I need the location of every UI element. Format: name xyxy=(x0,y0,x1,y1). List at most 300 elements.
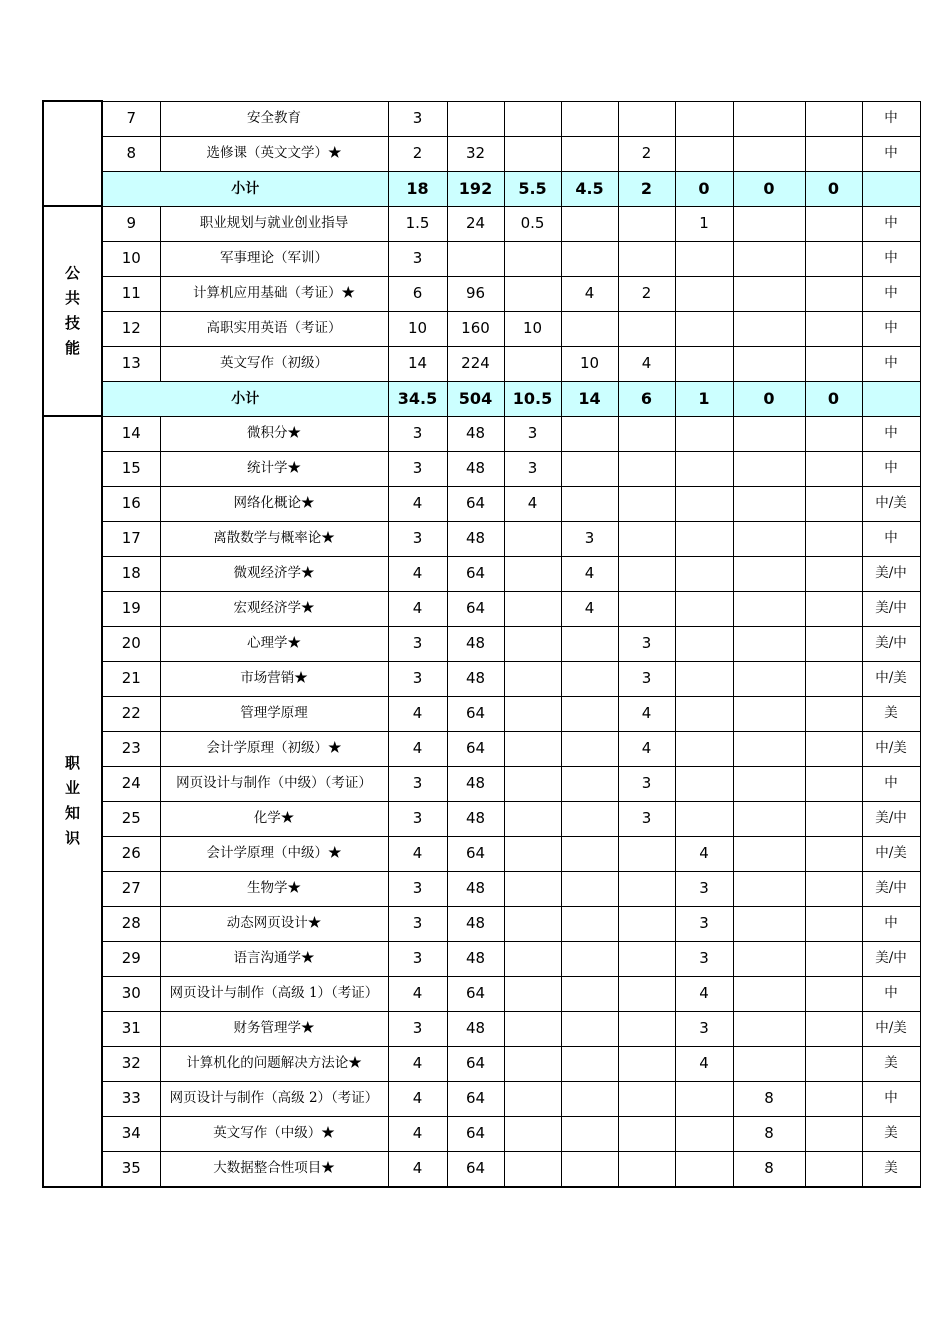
hours-cell: 64 xyxy=(447,696,504,731)
course-name-cell: 网络化概论★ xyxy=(160,486,388,521)
row-number-cell: 13 xyxy=(102,346,160,381)
semester-4-cell: 3 xyxy=(675,906,733,941)
subtotal-semester-1-cell: 5.5 xyxy=(504,171,561,206)
semester-6-cell xyxy=(805,101,862,136)
row-number-cell: 35 xyxy=(102,1151,160,1187)
semester-1-cell xyxy=(504,1046,561,1081)
semester-5-cell xyxy=(733,241,805,276)
semester-1-cell xyxy=(504,661,561,696)
credits-cell: 3 xyxy=(388,906,447,941)
semester-4-cell xyxy=(675,1151,733,1187)
credits-cell: 6 xyxy=(388,276,447,311)
semester-4-cell xyxy=(675,731,733,766)
semester-2-cell xyxy=(561,101,618,136)
semester-3-cell xyxy=(618,101,675,136)
table-row xyxy=(43,766,920,801)
group-label: 公共技能 xyxy=(64,264,80,357)
semester-1-cell xyxy=(504,241,561,276)
semester-4-cell: 1 xyxy=(675,206,733,241)
table-row xyxy=(43,451,920,486)
semester-5-cell xyxy=(733,661,805,696)
table-row xyxy=(43,871,920,906)
teaching-language-cell: 中 xyxy=(862,906,920,941)
semester-3-cell xyxy=(618,906,675,941)
semester-4-cell xyxy=(675,801,733,836)
course-name-cell: 网页设计与制作（高级 2）（考证） xyxy=(160,1081,388,1116)
semester-2-cell: 4 xyxy=(561,591,618,626)
semester-5-cell: 8 xyxy=(733,1081,805,1116)
subtotal-language-cell xyxy=(862,171,920,206)
semester-1-cell xyxy=(504,136,561,171)
semester-4-cell xyxy=(675,591,733,626)
semester-6-cell xyxy=(805,311,862,346)
semester-3-cell xyxy=(618,1011,675,1046)
semester-1-cell xyxy=(504,101,561,136)
semester-6-cell xyxy=(805,206,862,241)
table-row xyxy=(43,801,920,836)
semester-2-cell xyxy=(561,836,618,871)
credits-cell: 3 xyxy=(388,941,447,976)
semester-3-cell xyxy=(618,1151,675,1187)
semester-4-cell xyxy=(675,486,733,521)
semester-3-cell xyxy=(618,311,675,346)
row-number-cell: 8 xyxy=(102,136,160,171)
semester-5-cell xyxy=(733,836,805,871)
semester-6-cell xyxy=(805,1116,862,1151)
hours-cell: 96 xyxy=(447,276,504,311)
hours-cell: 48 xyxy=(447,451,504,486)
semester-1-cell xyxy=(504,1081,561,1116)
semester-5-cell xyxy=(733,801,805,836)
teaching-language-cell: 中/美 xyxy=(862,486,920,521)
credits-cell: 3 xyxy=(388,241,447,276)
course-name-cell: 会计学原理（中级）★ xyxy=(160,836,388,871)
row-number-cell: 26 xyxy=(102,836,160,871)
row-number-cell: 23 xyxy=(102,731,160,766)
semester-6-cell xyxy=(805,661,862,696)
subtotal-semester-5-cell: 0 xyxy=(733,171,805,206)
credits-cell: 4 xyxy=(388,1046,447,1081)
semester-3-cell xyxy=(618,241,675,276)
semester-3-cell xyxy=(618,1081,675,1116)
semester-5-cell xyxy=(733,101,805,136)
teaching-language-cell: 美/中 xyxy=(862,556,920,591)
semester-6-cell xyxy=(805,591,862,626)
teaching-language-cell: 中 xyxy=(862,521,920,556)
semester-3-cell: 4 xyxy=(618,731,675,766)
semester-3-cell: 4 xyxy=(618,346,675,381)
semester-5-cell xyxy=(733,556,805,591)
table-row xyxy=(43,521,920,556)
teaching-language-cell: 美 xyxy=(862,696,920,731)
semester-3-cell: 3 xyxy=(618,766,675,801)
hours-cell: 64 xyxy=(447,1046,504,1081)
table-row xyxy=(43,941,920,976)
semester-1-cell: 3 xyxy=(504,416,561,451)
teaching-language-cell: 美/中 xyxy=(862,626,920,661)
semester-2-cell xyxy=(561,871,618,906)
semester-6-cell xyxy=(805,1081,862,1116)
semester-3-cell xyxy=(618,556,675,591)
hours-cell xyxy=(447,101,504,136)
semester-4-cell xyxy=(675,311,733,346)
credits-cell: 2 xyxy=(388,136,447,171)
table-row xyxy=(43,241,920,276)
subtotal-semester-3-cell: 6 xyxy=(618,381,675,416)
semester-5-cell xyxy=(733,206,805,241)
course-name-cell: 网页设计与制作（高级 1）（考证） xyxy=(160,976,388,1011)
semester-4-cell xyxy=(675,661,733,696)
row-number-cell: 15 xyxy=(102,451,160,486)
teaching-language-cell: 中 xyxy=(862,311,920,346)
course-plan-table xyxy=(42,100,921,1188)
semester-4-cell xyxy=(675,626,733,661)
semester-4-cell: 3 xyxy=(675,871,733,906)
semester-3-cell: 3 xyxy=(618,626,675,661)
hours-cell: 64 xyxy=(447,731,504,766)
semester-2-cell: 4 xyxy=(561,556,618,591)
semester-2-cell: 4 xyxy=(561,276,618,311)
row-number-cell: 34 xyxy=(102,1116,160,1151)
credits-cell: 10 xyxy=(388,311,447,346)
credits-cell: 3 xyxy=(388,416,447,451)
table-row xyxy=(43,416,920,451)
public-skills-group xyxy=(43,206,102,416)
semester-2-cell xyxy=(561,976,618,1011)
group-label: 职业知识 xyxy=(64,754,80,848)
semester-2-cell xyxy=(561,696,618,731)
professional-knowledge-group xyxy=(43,416,102,1187)
table-row xyxy=(43,731,920,766)
table-row xyxy=(43,1011,920,1046)
credits-cell: 4 xyxy=(388,1116,447,1151)
credits-cell: 3 xyxy=(388,1011,447,1046)
course-name-cell: 计算机化的问题解决方法论★ xyxy=(160,1046,388,1081)
semester-4-cell: 4 xyxy=(675,1046,733,1081)
row-number-cell: 28 xyxy=(102,906,160,941)
hours-cell: 48 xyxy=(447,801,504,836)
semester-5-cell xyxy=(733,1011,805,1046)
semester-1-cell: 4 xyxy=(504,486,561,521)
row-number-cell: 17 xyxy=(102,521,160,556)
semester-4-cell: 3 xyxy=(675,1011,733,1046)
semester-5-cell xyxy=(733,486,805,521)
semester-1-cell xyxy=(504,1116,561,1151)
row-number-cell: 18 xyxy=(102,556,160,591)
course-name-cell: 安全教育 xyxy=(160,101,388,136)
semester-1-cell xyxy=(504,696,561,731)
semester-3-cell xyxy=(618,206,675,241)
semester-6-cell xyxy=(805,276,862,311)
semester-2-cell xyxy=(561,486,618,521)
credits-cell: 3 xyxy=(388,521,447,556)
semester-6-cell xyxy=(805,416,862,451)
teaching-language-cell: 中/美 xyxy=(862,836,920,871)
subtotal-semester-2-cell: 4.5 xyxy=(561,171,618,206)
semester-3-cell xyxy=(618,416,675,451)
semester-1-cell: 3 xyxy=(504,451,561,486)
hours-cell: 64 xyxy=(447,486,504,521)
course-name-cell: 离散数学与概率论★ xyxy=(160,521,388,556)
semester-6-cell xyxy=(805,1011,862,1046)
teaching-language-cell: 中 xyxy=(862,136,920,171)
semester-6-cell xyxy=(805,906,862,941)
semester-2-cell xyxy=(561,941,618,976)
semester-6-cell xyxy=(805,731,862,766)
course-name-cell: 网页设计与制作（中级）（考证） xyxy=(160,766,388,801)
subtotal-row xyxy=(43,381,920,416)
hours-cell: 224 xyxy=(447,346,504,381)
semester-2-cell xyxy=(561,906,618,941)
teaching-language-cell: 中/美 xyxy=(862,1011,920,1046)
semester-5-cell xyxy=(733,906,805,941)
row-number-cell: 33 xyxy=(102,1081,160,1116)
semester-1-cell xyxy=(504,871,561,906)
credits-cell: 4 xyxy=(388,731,447,766)
semester-3-cell: 3 xyxy=(618,801,675,836)
subtotal-hours-cell: 504 xyxy=(447,381,504,416)
semester-1-cell: 10 xyxy=(504,311,561,346)
hours-cell: 64 xyxy=(447,976,504,1011)
hours-cell: 48 xyxy=(447,661,504,696)
semester-1-cell xyxy=(504,731,561,766)
semester-2-cell xyxy=(561,661,618,696)
semester-4-cell xyxy=(675,136,733,171)
row-number-cell: 30 xyxy=(102,976,160,1011)
table-row xyxy=(43,1116,920,1151)
hours-cell: 48 xyxy=(447,766,504,801)
table-row xyxy=(43,696,920,731)
credits-cell: 4 xyxy=(388,556,447,591)
credits-cell: 3 xyxy=(388,626,447,661)
row-number-cell: 20 xyxy=(102,626,160,661)
course-name-cell: 宏观经济学★ xyxy=(160,591,388,626)
table-row xyxy=(43,101,920,136)
row-number-cell: 24 xyxy=(102,766,160,801)
course-name-cell: 高职实用英语（考证） xyxy=(160,311,388,346)
semester-4-cell xyxy=(675,766,733,801)
semester-1-cell xyxy=(504,591,561,626)
teaching-language-cell: 美 xyxy=(862,1116,920,1151)
teaching-language-cell: 中 xyxy=(862,241,920,276)
semester-2-cell: 3 xyxy=(561,521,618,556)
teaching-language-cell: 中 xyxy=(862,206,920,241)
semester-2-cell xyxy=(561,136,618,171)
semester-4-cell xyxy=(675,241,733,276)
credits-cell: 4 xyxy=(388,1081,447,1116)
table-row xyxy=(43,136,920,171)
credits-cell: 4 xyxy=(388,696,447,731)
course-name-cell: 职业规划与就业创业指导 xyxy=(160,206,388,241)
course-name-cell: 语言沟通学★ xyxy=(160,941,388,976)
teaching-language-cell: 美/中 xyxy=(862,871,920,906)
table-row xyxy=(43,1151,920,1187)
semester-5-cell xyxy=(733,696,805,731)
credits-cell: 3 xyxy=(388,871,447,906)
semester-1-cell xyxy=(504,521,561,556)
teaching-language-cell: 美/中 xyxy=(862,591,920,626)
table-row xyxy=(43,1081,920,1116)
semester-5-cell xyxy=(733,346,805,381)
semester-6-cell xyxy=(805,1151,862,1187)
row-number-cell: 32 xyxy=(102,1046,160,1081)
hours-cell: 48 xyxy=(447,521,504,556)
semester-3-cell xyxy=(618,871,675,906)
semester-4-cell xyxy=(675,276,733,311)
credits-cell: 3 xyxy=(388,766,447,801)
semester-1-cell xyxy=(504,626,561,661)
hours-cell: 48 xyxy=(447,416,504,451)
subtotal-semester-6-cell: 0 xyxy=(805,171,862,206)
course-name-cell: 英文写作（中级）★ xyxy=(160,1116,388,1151)
subtotal-semester-6-cell: 0 xyxy=(805,381,862,416)
semester-5-cell xyxy=(733,731,805,766)
course-name-cell: 统计学★ xyxy=(160,451,388,486)
semester-6-cell xyxy=(805,241,862,276)
semester-2-cell xyxy=(561,451,618,486)
subtotal-hours-cell: 192 xyxy=(447,171,504,206)
teaching-language-cell: 中 xyxy=(862,276,920,311)
subtotal-row xyxy=(43,171,920,206)
credits-cell: 14 xyxy=(388,346,447,381)
semester-6-cell xyxy=(805,556,862,591)
course-name-cell: 生物学★ xyxy=(160,871,388,906)
semester-4-cell: 3 xyxy=(675,941,733,976)
semester-6-cell xyxy=(805,696,862,731)
teaching-language-cell: 中 xyxy=(862,976,920,1011)
course-name-cell: 化学★ xyxy=(160,801,388,836)
semester-6-cell xyxy=(805,801,862,836)
course-name-cell: 会计学原理（初级）★ xyxy=(160,731,388,766)
row-number-cell: 7 xyxy=(102,101,160,136)
semester-3-cell: 4 xyxy=(618,696,675,731)
semester-2-cell xyxy=(561,416,618,451)
semester-4-cell xyxy=(675,1116,733,1151)
semester-6-cell xyxy=(805,626,862,661)
semester-6-cell xyxy=(805,486,862,521)
table-row xyxy=(43,486,920,521)
semester-1-cell xyxy=(504,941,561,976)
semester-2-cell xyxy=(561,1151,618,1187)
credits-cell: 3 xyxy=(388,451,447,486)
hours-cell: 64 xyxy=(447,591,504,626)
semester-6-cell xyxy=(805,941,862,976)
course-name-cell: 财务管理学★ xyxy=(160,1011,388,1046)
row-number-cell: 29 xyxy=(102,941,160,976)
semester-5-cell xyxy=(733,416,805,451)
table-row xyxy=(43,206,920,241)
semester-3-cell xyxy=(618,941,675,976)
subtotal-semester-5-cell: 0 xyxy=(733,381,805,416)
semester-3-cell xyxy=(618,836,675,871)
hours-cell: 48 xyxy=(447,1011,504,1046)
subtotal-language-cell xyxy=(862,381,920,416)
table-row xyxy=(43,836,920,871)
row-number-cell: 25 xyxy=(102,801,160,836)
course-name-cell: 英文写作（初级） xyxy=(160,346,388,381)
credits-cell: 4 xyxy=(388,836,447,871)
table-row xyxy=(43,906,920,941)
semester-5-cell: 8 xyxy=(733,1116,805,1151)
semester-5-cell xyxy=(733,976,805,1011)
semester-5-cell xyxy=(733,941,805,976)
hours-cell: 48 xyxy=(447,941,504,976)
semester-3-cell: 2 xyxy=(618,276,675,311)
table-row xyxy=(43,1046,920,1081)
semester-5-cell xyxy=(733,626,805,661)
semester-1-cell xyxy=(504,346,561,381)
semester-4-cell xyxy=(675,696,733,731)
course-name-cell: 选修课（英文文学）★ xyxy=(160,136,388,171)
row-number-cell: 21 xyxy=(102,661,160,696)
subtotal-credits-cell: 18 xyxy=(388,171,447,206)
semester-3-cell xyxy=(618,591,675,626)
semester-4-cell xyxy=(675,416,733,451)
semester-1-cell xyxy=(504,801,561,836)
teaching-language-cell: 美 xyxy=(862,1046,920,1081)
semester-2-cell xyxy=(561,1046,618,1081)
semester-5-cell: 8 xyxy=(733,1151,805,1187)
semester-2-cell xyxy=(561,766,618,801)
row-number-cell: 14 xyxy=(102,416,160,451)
hours-cell: 64 xyxy=(447,1116,504,1151)
row-number-cell: 27 xyxy=(102,871,160,906)
subtotal-label: 小计 xyxy=(102,381,388,416)
credits-cell: 4 xyxy=(388,1151,447,1187)
teaching-language-cell: 中/美 xyxy=(862,661,920,696)
hours-cell: 32 xyxy=(447,136,504,171)
hours-cell: 160 xyxy=(447,311,504,346)
semester-1-cell xyxy=(504,1011,561,1046)
semester-3-cell xyxy=(618,451,675,486)
semester-3-cell xyxy=(618,486,675,521)
hours-cell: 64 xyxy=(447,1151,504,1187)
row-number-cell: 12 xyxy=(102,311,160,346)
semester-4-cell: 4 xyxy=(675,976,733,1011)
semester-1-cell xyxy=(504,836,561,871)
table-body xyxy=(43,101,920,1187)
course-name-cell: 军事理论（军训） xyxy=(160,241,388,276)
semester-3-cell xyxy=(618,1116,675,1151)
basic-group xyxy=(43,101,102,206)
semester-4-cell xyxy=(675,101,733,136)
table-row xyxy=(43,346,920,381)
semester-3-cell: 3 xyxy=(618,661,675,696)
credits-cell: 4 xyxy=(388,486,447,521)
row-number-cell: 10 xyxy=(102,241,160,276)
teaching-language-cell: 美 xyxy=(862,1151,920,1187)
semester-1-cell xyxy=(504,766,561,801)
semester-4-cell: 4 xyxy=(675,836,733,871)
semester-6-cell xyxy=(805,346,862,381)
subtotal-semester-3-cell: 2 xyxy=(618,171,675,206)
row-number-cell: 31 xyxy=(102,1011,160,1046)
teaching-language-cell: 中 xyxy=(862,101,920,136)
semester-1-cell xyxy=(504,906,561,941)
row-number-cell: 11 xyxy=(102,276,160,311)
hours-cell: 64 xyxy=(447,836,504,871)
course-name-cell: 动态网页设计★ xyxy=(160,906,388,941)
teaching-language-cell: 美/中 xyxy=(862,941,920,976)
semester-1-cell xyxy=(504,976,561,1011)
semester-5-cell xyxy=(733,591,805,626)
credits-cell: 4 xyxy=(388,976,447,1011)
semester-5-cell xyxy=(733,276,805,311)
subtotal-semester-4-cell: 0 xyxy=(675,171,733,206)
table-row xyxy=(43,626,920,661)
hours-cell: 64 xyxy=(447,1081,504,1116)
semester-5-cell xyxy=(733,1046,805,1081)
